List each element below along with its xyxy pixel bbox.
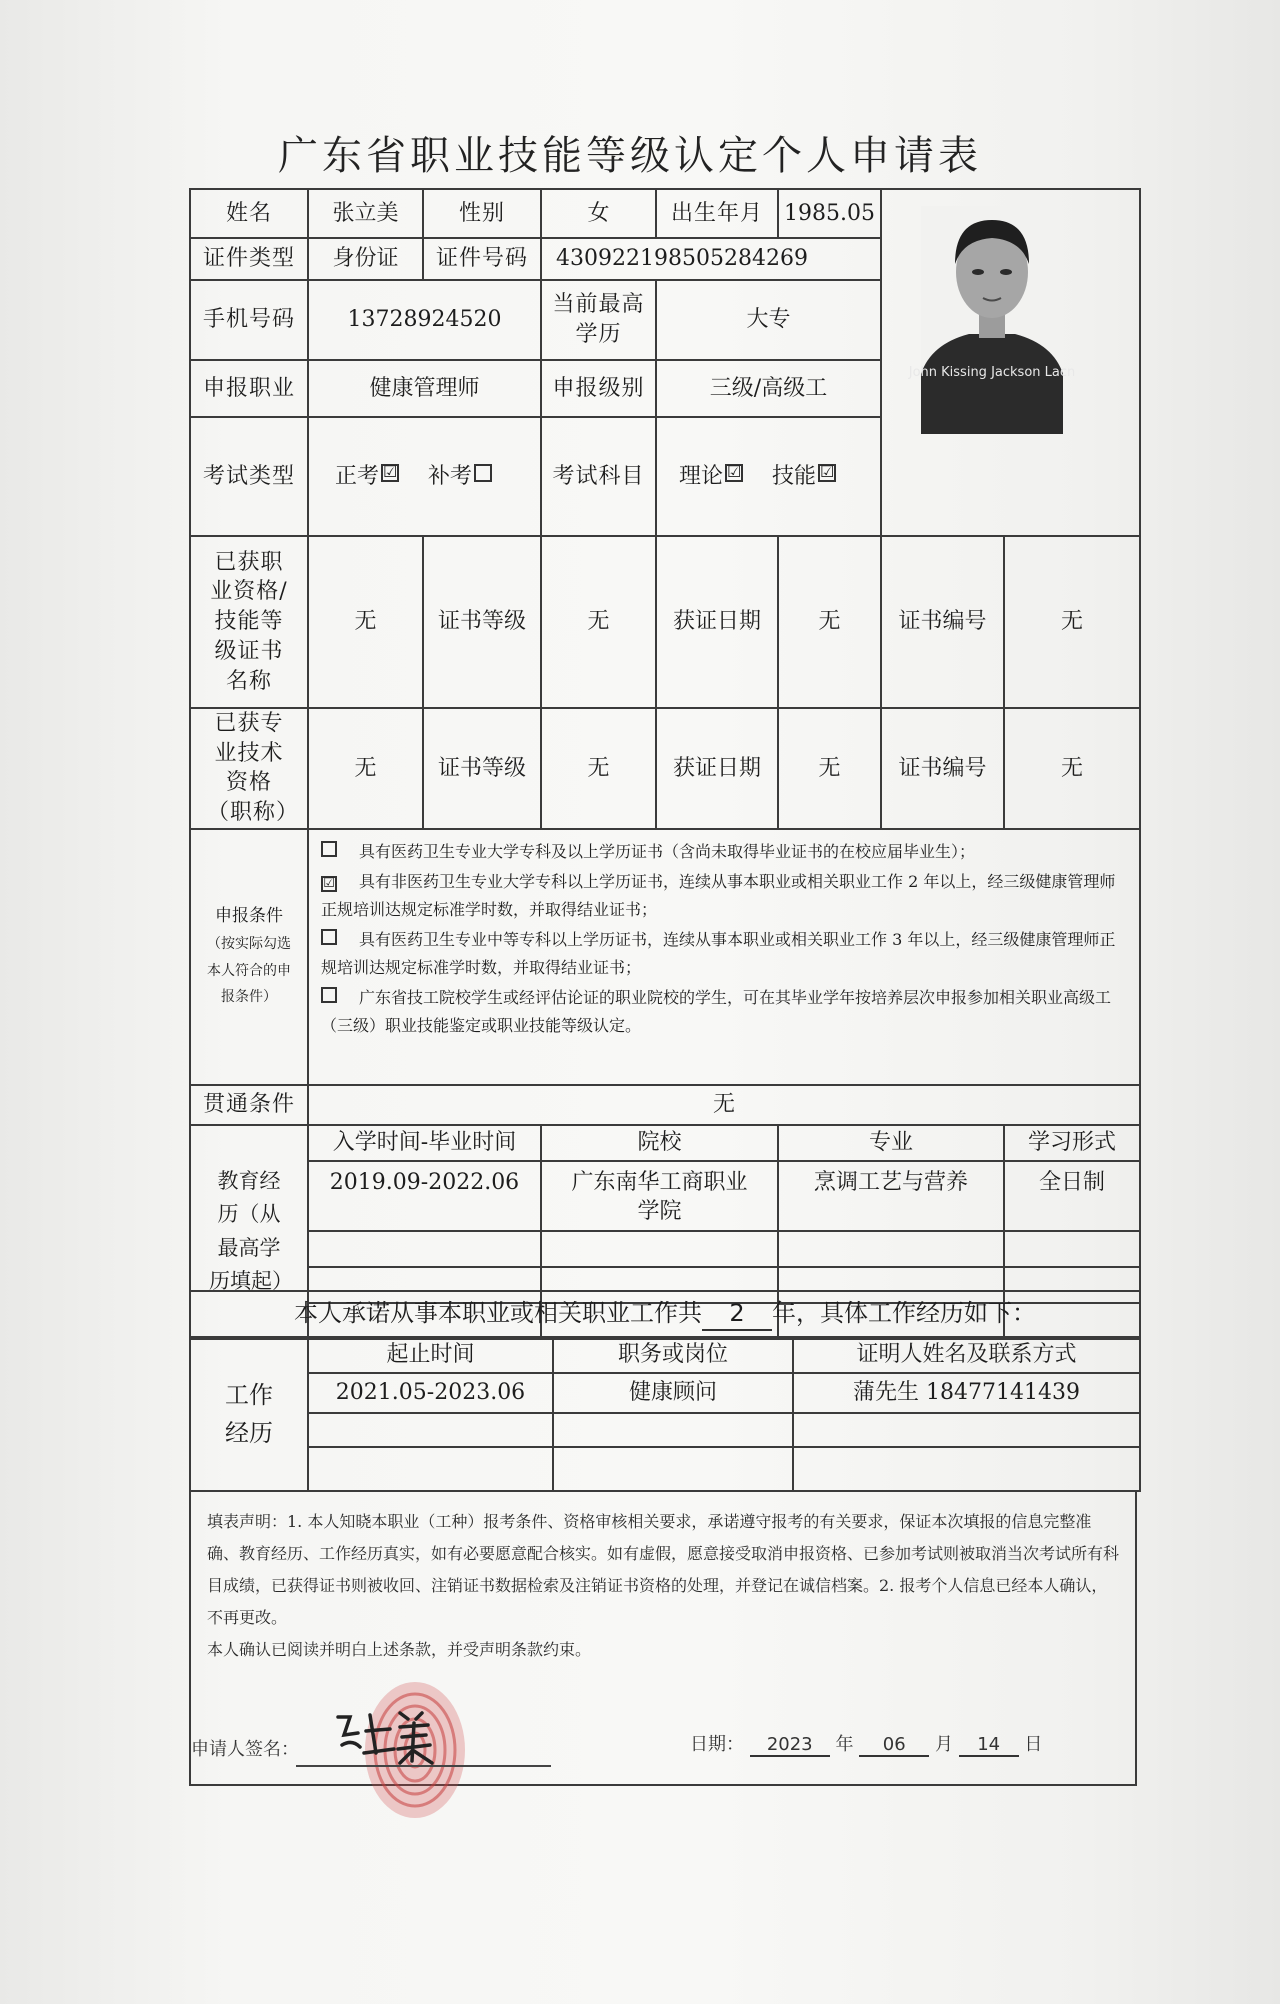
condition-item[interactable] <box>321 926 1127 982</box>
work-empty-cell <box>308 1447 553 1491</box>
conditions-label: 申报条件 <box>215 906 283 927</box>
checked-box-icon: ☑ <box>820 461 835 481</box>
cert1-grade: 无 <box>541 536 656 708</box>
through-value: 无 <box>308 1085 1140 1125</box>
edu-empty-cell <box>1004 1231 1140 1267</box>
work-witness: 蒲先生 18477141439 <box>793 1373 1140 1413</box>
promise-suffix: 年，具体工作经历如下： <box>772 1298 1036 1327</box>
subject-options <box>656 417 881 536</box>
birth-value: 1985.05 <box>778 189 881 238</box>
id-no-value: 430922198505284269 <box>541 238 881 280</box>
edu-label: 当前最高学历 <box>541 280 656 360</box>
edu-header-period: 入学时间-毕业时间 <box>308 1125 541 1161</box>
through-label: 贯通条件 <box>190 1085 308 1125</box>
photo-shirt-text: John Kissing Jackson Lacn <box>908 365 1076 380</box>
job-label: 申报职业 <box>190 360 308 417</box>
level-value: 三级/高级工 <box>656 360 881 417</box>
edu-empty-cell <box>541 1231 778 1267</box>
phone-label: 手机号码 <box>190 280 308 360</box>
level-label: 申报级别 <box>541 360 656 417</box>
cert2-value: 无 <box>308 708 423 829</box>
option-skill-label: 技能 <box>772 463 817 489</box>
work-empty-cell <box>793 1413 1140 1447</box>
work-header-position: 职务或岗位 <box>553 1337 793 1373</box>
condition-text: 具有非医药卫生专业大学专科以上学历证书，连续从事本职业或相关职业工作 2 年以上，经三级健康管理师正规培训达规定标准学时数，并取得结业证书； <box>321 871 1116 919</box>
handwritten-signature <box>330 1705 450 1765</box>
exam-type-options <box>308 417 541 536</box>
cert2-date-label: 获证日期 <box>656 708 778 829</box>
edu-empty-cell <box>778 1231 1004 1267</box>
cert1-date: 无 <box>778 536 881 708</box>
signature-label: 申请人签名： <box>191 1739 299 1760</box>
cert2-no: 无 <box>1004 708 1140 829</box>
conditions-label-cell <box>190 829 308 1085</box>
id-no-label: 证件号码 <box>423 238 541 280</box>
edu-major: 烹调工艺与营养 <box>778 1161 1004 1231</box>
condition-item[interactable] <box>321 868 1127 924</box>
checked-box-icon: ☑ <box>383 461 398 481</box>
phone-value: 13728924520 <box>308 280 541 360</box>
birth-label: 出生年月 <box>656 189 778 238</box>
gender-label: 性别 <box>423 189 541 238</box>
unchecked-box-icon <box>474 464 492 482</box>
applicant-photo <box>908 206 1076 434</box>
cert1-value: 无 <box>308 536 423 708</box>
subjects-label: 考试科目 <box>541 417 656 536</box>
edu-empty-cell <box>308 1231 541 1267</box>
cert1-no-label: 证书编号 <box>881 536 1004 708</box>
signature-underline <box>296 1765 551 1767</box>
work-header-period: 起止时间 <box>308 1337 553 1373</box>
conditions-list <box>308 829 1140 1085</box>
condition-item[interactable] <box>321 984 1127 1040</box>
date-day: 14 <box>959 1734 1019 1757</box>
promise-years: 2 <box>702 1297 772 1331</box>
option-skill[interactable] <box>772 462 836 492</box>
checked-box-icon: ☑ <box>727 461 742 481</box>
edu-period: 2019.09-2022.06 <box>308 1161 541 1231</box>
option-theory[interactable] <box>679 462 743 492</box>
condition-text: 广东省技工院校学生或经评估论证的职业院校的学生，可在其毕业学年按培养层次申报参加相关职业高级工（三级）职业技能鉴定或职业技能等级认定。 <box>321 987 1112 1035</box>
edu-header-school: 院校 <box>541 1125 778 1161</box>
work-empty-cell <box>308 1413 553 1447</box>
work-empty-cell <box>553 1447 793 1491</box>
conditions-note: （按实际勾选本人符合的申报条件） <box>207 936 291 1006</box>
checked-box-icon: ☑ <box>321 876 337 892</box>
id-type-label: 证件类型 <box>190 238 308 280</box>
edu-header-mode: 学习形式 <box>1004 1125 1140 1161</box>
date-year: 2023 <box>750 1734 830 1757</box>
cert2-grade-label: 证书等级 <box>423 708 541 829</box>
work-label: 工作经历 <box>190 1337 308 1491</box>
condition-item[interactable] <box>321 838 1127 866</box>
date-month-unit: 月 <box>934 1734 953 1755</box>
id-type-value: 身份证 <box>308 238 423 280</box>
date-month: 06 <box>859 1734 929 1757</box>
unchecked-box-icon <box>321 929 337 945</box>
gender-value: 女 <box>541 189 656 238</box>
cert1-date-label: 获证日期 <box>656 536 778 708</box>
cert2-no-label: 证书编号 <box>881 708 1004 829</box>
unchecked-box-icon <box>321 841 337 857</box>
exam-type-label: 考试类型 <box>190 417 308 536</box>
name-value: 张立美 <box>308 189 423 238</box>
condition-text: 具有医药卫生专业大学专科及以上学历证书（含尚未取得毕业证书的在校应届毕业生）； <box>359 841 976 861</box>
education-label: 教育经历（从最高学历填起） <box>190 1125 308 1339</box>
option-makeup-label: 补考 <box>428 463 473 489</box>
unchecked-box-icon <box>321 987 337 1003</box>
work-promise <box>190 1291 1140 1337</box>
promise-prefix: 本人承诺从事本职业或相关职业工作共 <box>294 1298 702 1327</box>
name-label: 姓名 <box>190 189 308 238</box>
portrait-image <box>908 206 1076 434</box>
work-position: 健康顾问 <box>553 1373 793 1413</box>
option-regular-label: 正考 <box>334 463 379 489</box>
cert2-date: 无 <box>778 708 881 829</box>
edu-header-major: 专业 <box>778 1125 1004 1161</box>
work-empty-cell <box>553 1413 793 1447</box>
cert2-grade: 无 <box>541 708 656 829</box>
declaration-text: 填表声明：1. 本人知晓本职业（工种）报考条件、资格审核相关要求，承诺遵守报考的有关要求，保证本次填报的信息完整准确、教育经历、工作经历真实，如有必要愿意配合核实。如有虚假，愿意接受取消申报资格、已参加考试则被取消当次考试所有科目成绩，已获得证书则被收回、注销证书数据检索及注销证书资格的处理，并登记在诚信档案。2. 报考个人信息已经本人确认，不再更改。 <box>207 1512 1120 1627</box>
job-value: 健康管理师 <box>308 360 541 417</box>
form-title: 广东省职业技能等级认定个人申请表 <box>278 133 982 179</box>
date-year-unit: 年 <box>835 1734 854 1755</box>
option-makeup-exam[interactable] <box>428 462 492 492</box>
cert1-label: 已获职业资格/技能等级证书名称 <box>190 536 308 708</box>
work-period: 2021.05-2023.06 <box>308 1373 553 1413</box>
edu-mode: 全日制 <box>1004 1161 1140 1231</box>
option-regular-exam[interactable] <box>335 462 399 492</box>
date-label: 日期： <box>690 1734 744 1755</box>
date-line <box>690 1730 1042 1757</box>
cert2-label: 已获专业技术资格（职称） <box>190 708 308 829</box>
date-day-unit: 日 <box>1024 1734 1043 1755</box>
declaration-confirm: 本人确认已阅读并明白上述条款，并受声明条款约束。 <box>207 1640 592 1659</box>
option-theory-label: 理论 <box>678 463 723 489</box>
work-header-witness: 证明人姓名及联系方式 <box>793 1337 1140 1373</box>
edu-school: 广东南华工商职业学院 <box>541 1161 778 1231</box>
work-history-table <box>189 1290 1141 1492</box>
work-empty-cell <box>793 1447 1140 1491</box>
cert1-no: 无 <box>1004 536 1140 708</box>
condition-text: 具有医药卫生专业中等专科以上学历证书，连续从事本职业或相关职业工作 3 年以上，经三级健康管理师正规培训达规定标准学时数，并取得结业证书； <box>321 929 1116 977</box>
cert1-grade-label: 证书等级 <box>423 536 541 708</box>
edu-value: 大专 <box>656 280 881 360</box>
